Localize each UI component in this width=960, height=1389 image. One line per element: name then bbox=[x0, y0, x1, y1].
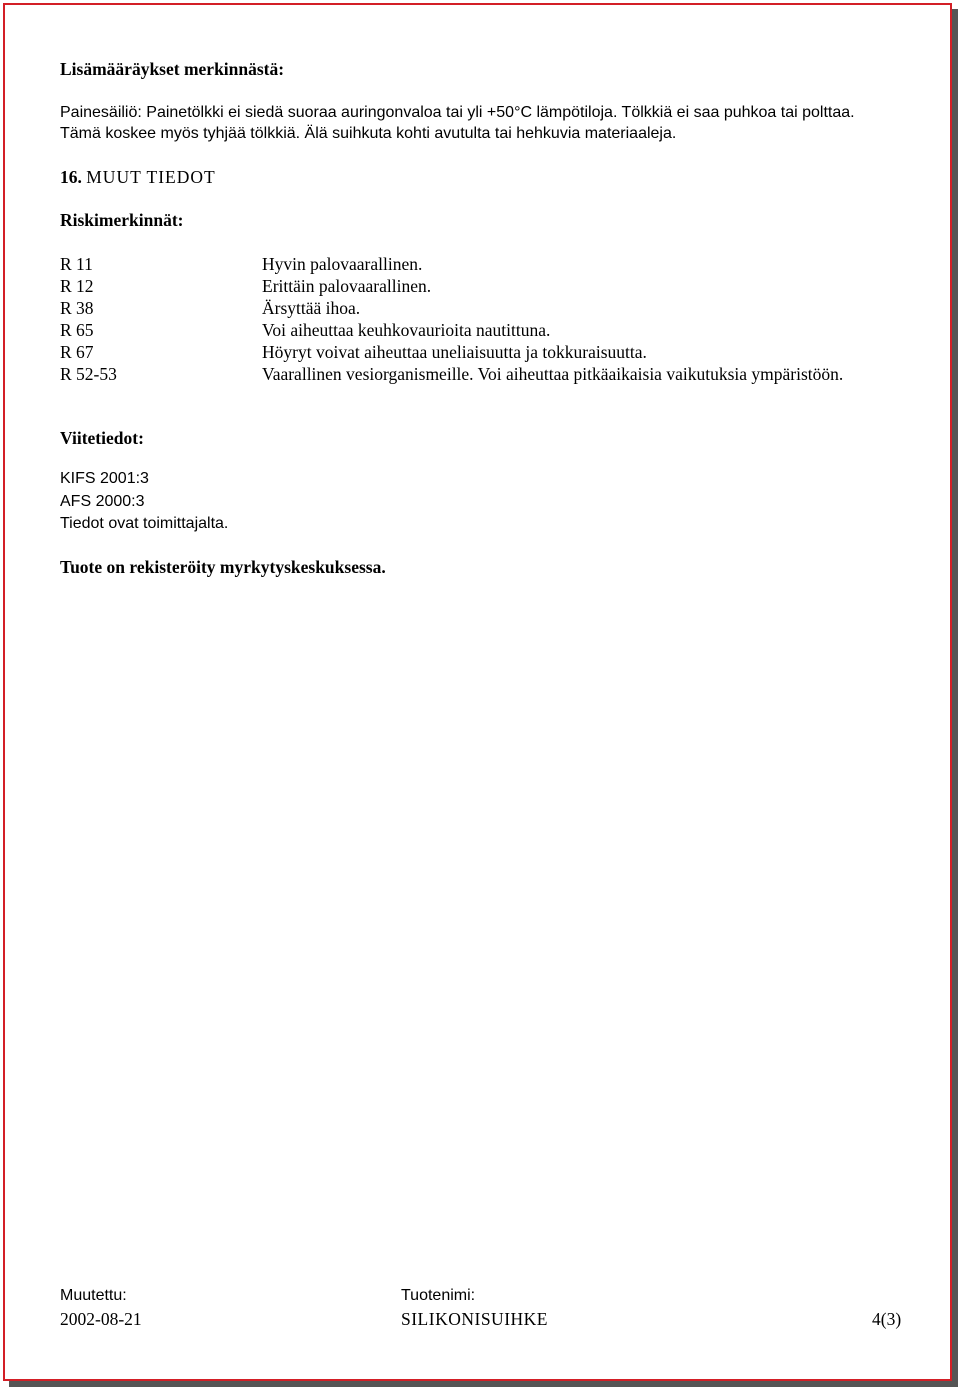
risk-title: Riskimerkinnät: bbox=[60, 210, 184, 230]
risk-code: R 38 bbox=[60, 298, 94, 318]
page-number: 4(3) bbox=[872, 1309, 902, 1329]
risk-text: Vaarallinen vesiorganismeille. Voi aiheuttaa pitkäaikaisia vaikutuksia ympäristöön. bbox=[262, 364, 844, 384]
modified-date: 2002-08-21 bbox=[60, 1309, 142, 1329]
risk-code: R 11 bbox=[60, 254, 93, 274]
risk-code: R 65 bbox=[60, 320, 94, 340]
risk-code: R 52-53 bbox=[60, 364, 117, 384]
risk-code: R 12 bbox=[60, 276, 94, 296]
risk-text: Voi aiheuttaa keuhkovaurioita nautittuna. bbox=[262, 320, 551, 340]
risk-text: Erittäin palovaarallinen. bbox=[262, 276, 432, 296]
references-title: Viitetiedot: bbox=[60, 428, 144, 448]
registered-note: Tuote on rekisteröity myrkytyskeskuksessa. bbox=[60, 557, 386, 577]
section16-title: MUUT TIEDOT bbox=[86, 167, 216, 187]
product-name: SILIKONISUIHKE bbox=[401, 1309, 548, 1329]
risk-text: Ärsyttää ihoa. bbox=[262, 298, 361, 318]
reference-item: Tiedot ovat toimittajalta. bbox=[60, 515, 229, 532]
reference-item: KIFS 2001:3 bbox=[60, 470, 149, 487]
additional-title: Lisämääräykset merkinnästä: bbox=[60, 59, 285, 79]
additional-line-1: Painesäiliö: Painetölkki ei siedä suoraa auringonvaloa tai yli +50°C lämpötiloja. Tölkkiä ei saa puhkoa tai polttaa. bbox=[60, 104, 855, 121]
risk-code: R 67 bbox=[60, 342, 94, 362]
page-shadow-right bbox=[952, 9, 958, 1385]
risk-text: Höyryt voivat aiheuttaa uneliaisuutta ja tokkuraisuutta. bbox=[262, 342, 647, 362]
additional-line-2: Tämä koskee myös tyhjää tölkkiä. Älä suihkuta kohti avutulta tai hehkuvia materiaaleja. bbox=[60, 125, 677, 142]
reference-item: AFS 2000:3 bbox=[60, 493, 145, 510]
product-label: Tuotenimi: bbox=[401, 1287, 476, 1304]
page-shadow-bottom bbox=[9, 1381, 958, 1387]
risk-text: Hyvin palovaarallinen. bbox=[262, 254, 423, 274]
modified-label: Muutettu: bbox=[60, 1287, 127, 1304]
section16-number: 16. bbox=[60, 167, 82, 187]
section16-heading bbox=[60, 167, 216, 188]
